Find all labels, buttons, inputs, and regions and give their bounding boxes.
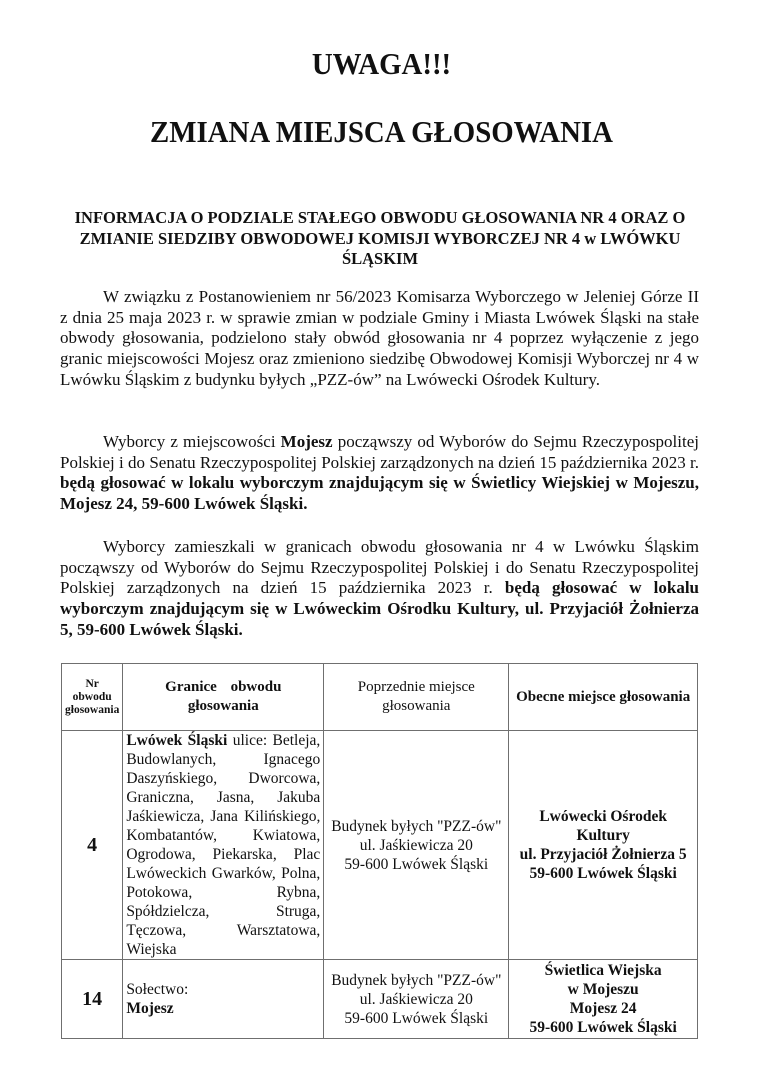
boundary-town: Lwówek Śląski: [126, 732, 228, 749]
p3-text-start: Wyborcy zamieszkali w granicach obwodu głosowania nr 4 w Lwówku Śląskim począwszy od Wyborów do Sejmu Rzeczypospolitej Polskiej i do Senatu Rzeczypospolitej Polskiej zarządzonych na dzień 15 października 2023 r.: [60, 537, 699, 598]
paragraph-district4-voters: [60, 537, 699, 641]
header-current-location: Obecne miejsce głosowania: [509, 664, 698, 731]
boundary-streets: ulice: Betleja, Budowlanych, Ignacego Daszyńskiego, Dworcowa, Graniczna, Jasna, Jakuba Jaśkiewicza, Jana Kilińskiego, Kombatantów, Kwiatowa, Ogrodowa, Piekarska, Plac Lwóweckich Gwarków, Polna, Potokowa, Rybna, Spółdzielcza, Struga, Tęczowa, Warsztatowa, Wiejska: [126, 732, 321, 958]
previous-location-line: Budynek byłych "PZZ-ów": [331, 817, 502, 835]
table-row: [62, 960, 698, 1039]
current-location-line: Mojesz 24: [569, 1000, 637, 1017]
current-location-line: 59-600 Lwówek Śląski: [529, 865, 677, 882]
p2-bold-location: będą głosować w lokalu wyborczym znajdującym się w Świetlicy Wiejskiej w Mojeszu, Mojesz 24, 59-600 Lwówek Śląski.: [60, 473, 699, 514]
previous-location: [324, 960, 509, 1039]
previous-location-line: 59-600 Lwówek Śląski: [344, 855, 489, 873]
previous-location-line: 59-600 Lwówek Śląski: [344, 1009, 489, 1027]
previous-location-line: ul. Jaśkiewicza 20: [359, 990, 473, 1008]
current-location-line: 59-600 Lwówek Śląski: [529, 1019, 677, 1036]
previous-location-line: Budynek byłych "PZZ-ów": [331, 971, 502, 989]
current-location-line: ul. Przyjaciół Żołnierza 5: [519, 846, 687, 863]
current-location-line: w Mojeszu: [567, 981, 639, 998]
current-location-line: Świetlica Wiejska: [544, 962, 662, 979]
district-boundaries: [123, 731, 324, 960]
header-district-number: Nr obwodu głosowania: [62, 664, 123, 731]
boundary-label: Sołectwo:: [126, 981, 189, 998]
p3-bold-location: będą głosować w lokalu wyborczym znajdującym się w Lwóweckim Ośrodku Kultury, ul. Przyjaciół Żołnierza 5, 59-600 Lwówek Śląski.: [60, 578, 699, 639]
alert-heading: UWAGA!!!: [311, 46, 452, 81]
previous-location-line: ul. Jaśkiewicza 20: [359, 836, 473, 854]
page-title: ZMIANA MIEJSCA GŁOSOWANIA: [150, 114, 613, 149]
previous-location: [324, 731, 509, 960]
p2-text-start: Wyborcy z miejscowości: [103, 432, 281, 451]
paragraph-mojesz-voters: [60, 432, 699, 515]
current-location: [509, 731, 698, 960]
boundary-village: Mojesz: [126, 1000, 174, 1017]
polling-districts-table: [61, 663, 698, 1039]
subheading: INFORMACJA O PODZIALE STAŁEGO OBWODU GŁOSOWANIA NR 4 ORAZ O ZMIANIE SIEDZIBY OBWODOWEJ KOMISJI WYBORCZEJ NR 4 w LWÓWKU ŚLĄSKIM: [74, 208, 686, 268]
current-location: [509, 960, 698, 1039]
p2-bold-mojesz: Mojesz: [280, 432, 333, 451]
current-location-line: Lwówecki Ośrodek Kultury: [539, 808, 667, 844]
district-number: 14: [62, 960, 123, 1039]
table-row: [62, 731, 698, 960]
district-boundaries: [123, 960, 324, 1039]
p2-text-middle: począwszy od Wyborów do Sejmu Rzeczypospolitej Polskiej i do Senatu Rzeczypospolitej Polskiej zarządzonych na dzień 15 października 2023 r.: [60, 432, 699, 472]
header-previous-location: Poprzednie miejsce głosowania: [324, 664, 509, 731]
table-header-row: [62, 664, 698, 731]
paragraph-intro: W związku z Postanowieniem nr 56/2023 Komisarza Wyborczego w Jeleniej Górze II z dnia 25 maja 2023 r. w sprawie zmian w podziale Gminy i Miasta Lwówek Śląski na stałe obwody głosowania, podzielono stały obwód głosowania nr 4 poprzez wyłączenie z jego granic miejscowości Mojesz oraz zmieniono siedzibę Obwodowej Komisji Wyborczej nr 4 w Lwówku Śląskim z budynku byłych „PZZ-ów” na Lwówecki Ośrodek Kultury.: [60, 287, 699, 389]
district-number: 4: [62, 731, 123, 960]
header-boundaries: Granice obwodu głosowania: [123, 664, 324, 731]
